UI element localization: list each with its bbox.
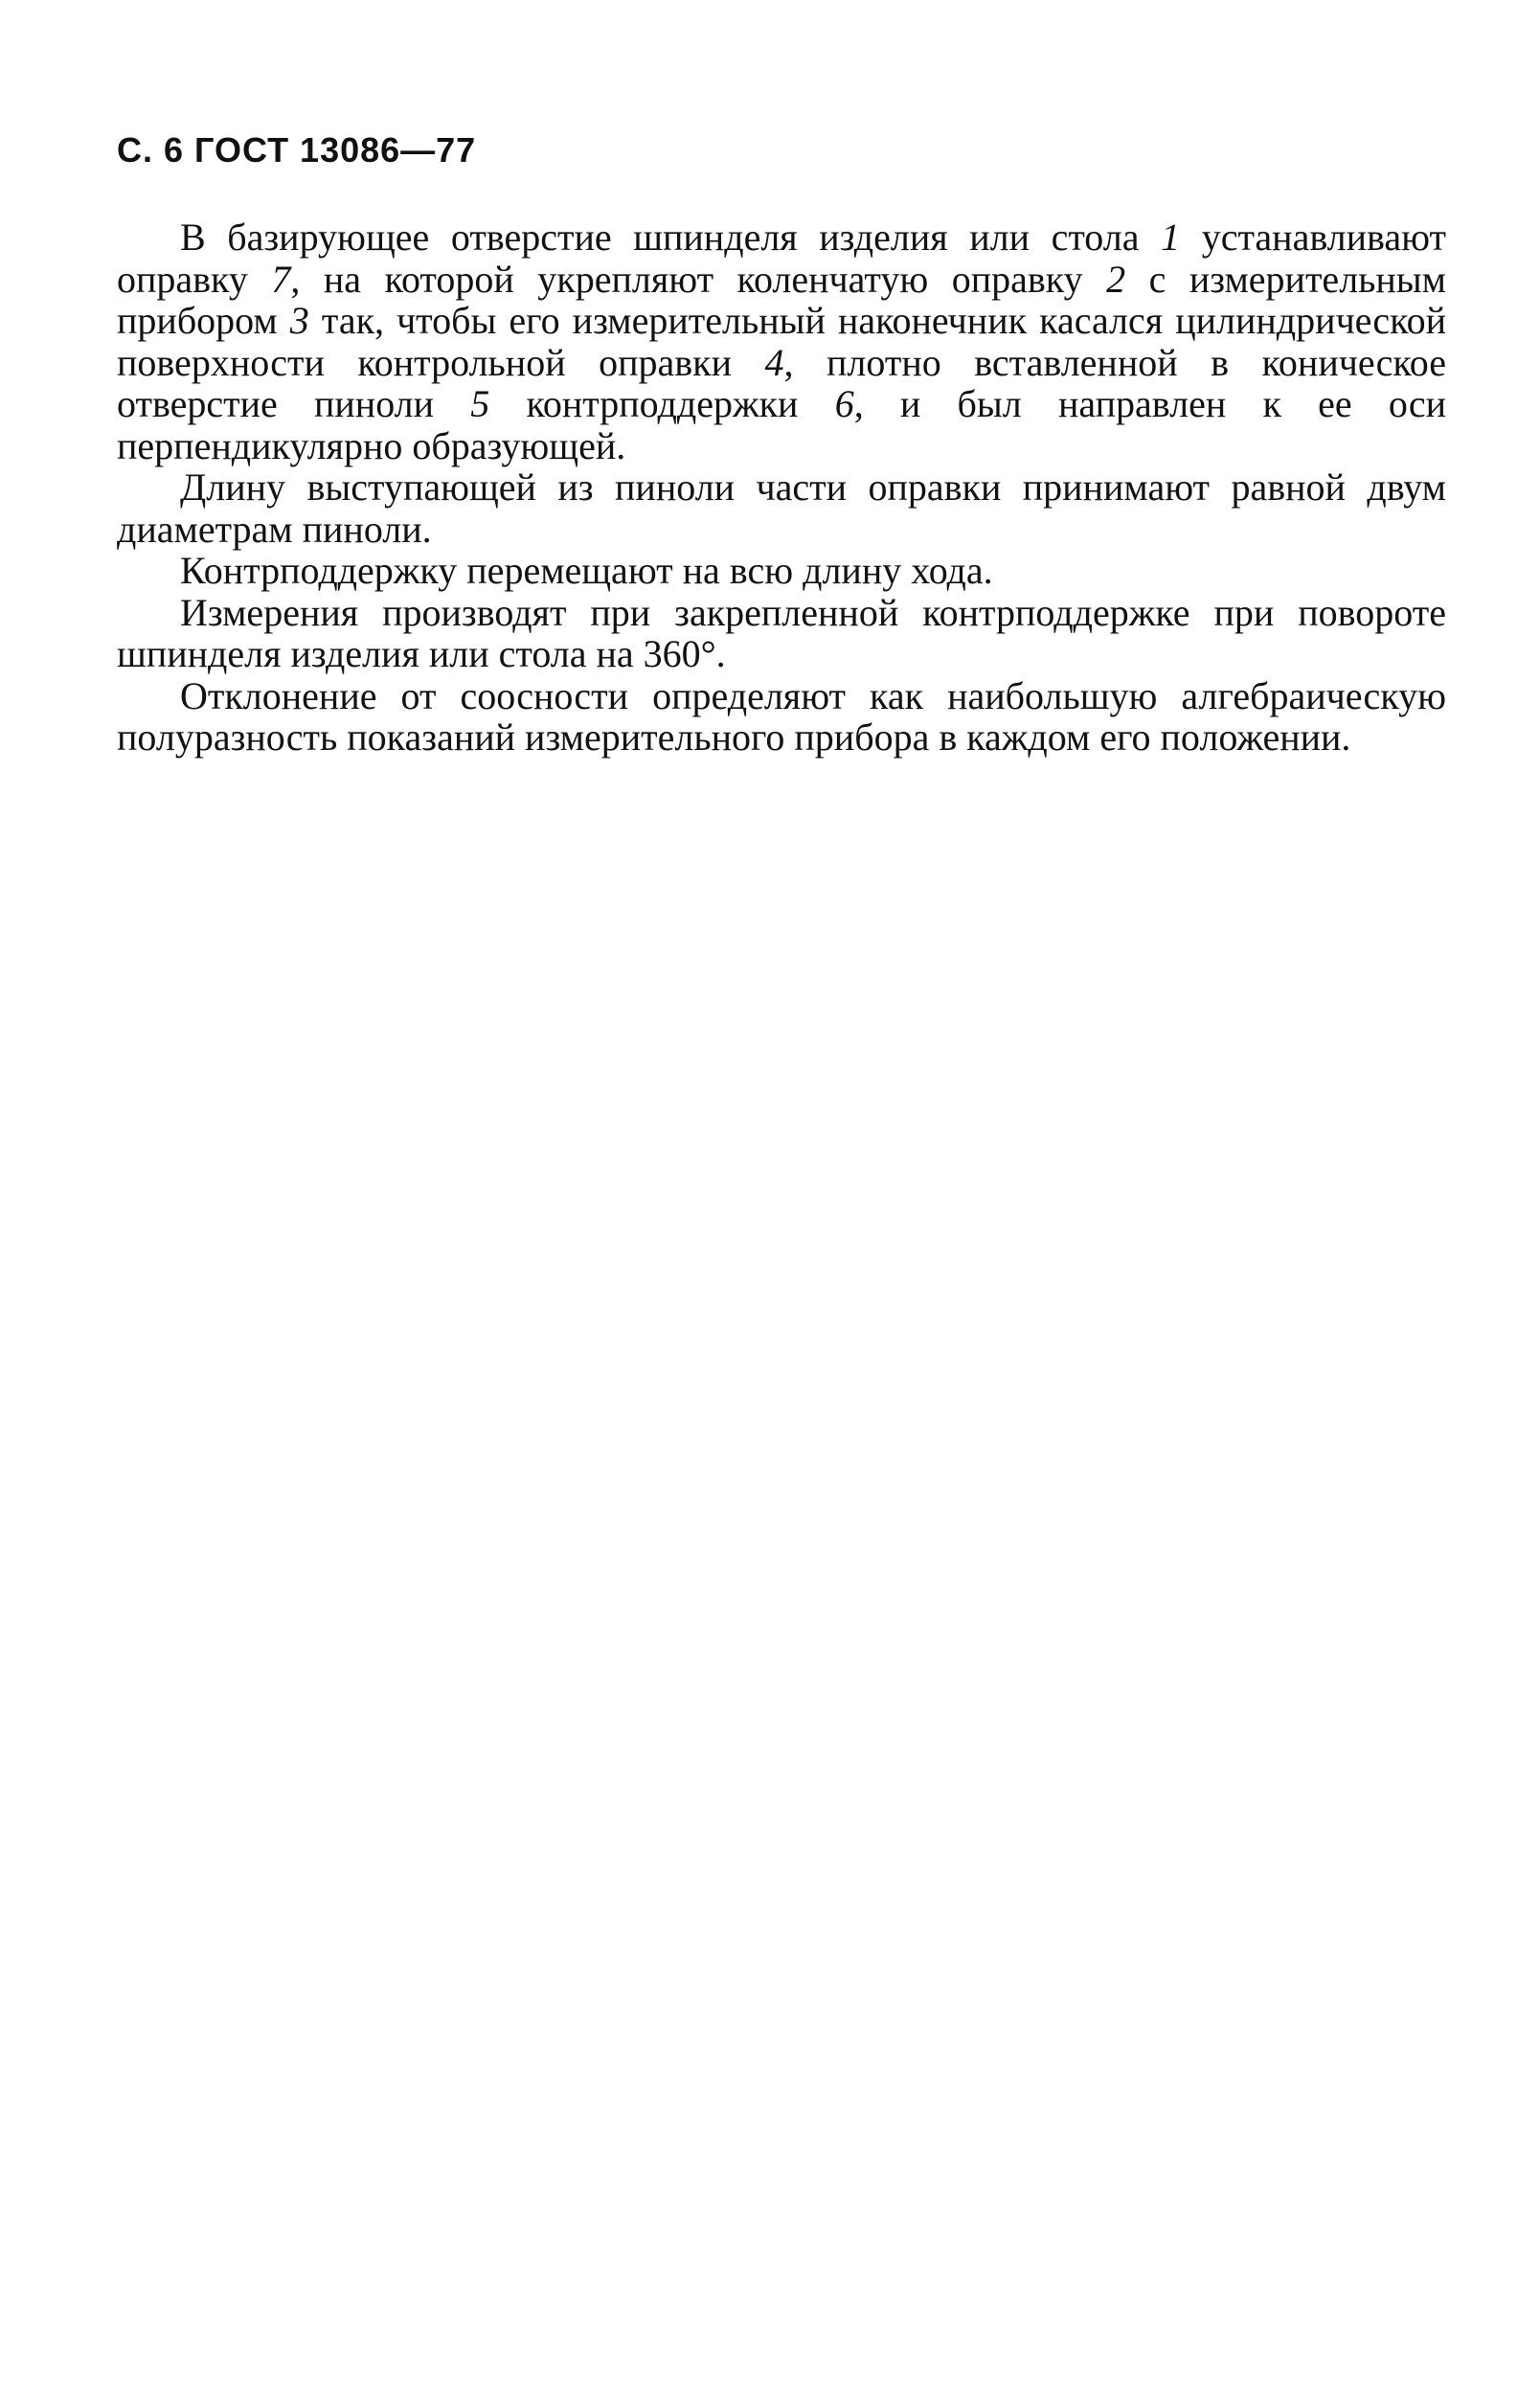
paragraph-setup bbox=[117, 216, 1446, 466]
paragraph-text: с измерительным прибором bbox=[117, 257, 1446, 342]
paragraph-text: В базирующее отверстие шпинделя изделия или стола bbox=[180, 216, 1162, 259]
item-number: 6 bbox=[834, 382, 854, 425]
paragraph-text: так, чтобы его измерительный наконечник касался цилиндрической поверхности контрольной оправки bbox=[117, 299, 1446, 384]
paragraph-move-support: Контрподдержку перемещают на всю длину хода. bbox=[180, 549, 993, 592]
item-number: 1 bbox=[1161, 216, 1181, 259]
paragraph-text: контрподдержки bbox=[489, 382, 835, 425]
item-number: 3 bbox=[289, 299, 309, 342]
paragraph-text: , и был направлен к ее оси перпендикулярно образующей. bbox=[117, 382, 1447, 467]
paragraph-mandrel-length: Длину выступающей из пиноли части оправки принимают равной двум диаметрам пиноли. bbox=[117, 465, 1446, 551]
paragraph-measurement: Измерения производят при закрепленной контрподдержке при повороте шпинделя изделия или стола на 360°. bbox=[117, 590, 1446, 675]
item-number: 7 bbox=[271, 257, 291, 301]
page-header: С. 6 ГОСТ 13086—77 bbox=[117, 130, 477, 170]
paragraph-text: , на которой укрепляют коленчатую оправку bbox=[290, 257, 1107, 301]
paragraph-text: устанавливают оправку bbox=[117, 216, 1447, 301]
document-body bbox=[117, 216, 1446, 759]
item-number: 2 bbox=[1106, 257, 1126, 301]
paragraph-deviation: Отклонение от соосности определяют как наибольшую алгебраическую полуразность показаний измерительного прибора в каждом его положении. bbox=[117, 673, 1446, 759]
item-number: 4 bbox=[764, 340, 784, 384]
paragraph-text: , плотно вставленной в коническое отверстие пиноли bbox=[117, 340, 1446, 425]
item-number: 5 bbox=[470, 382, 490, 425]
